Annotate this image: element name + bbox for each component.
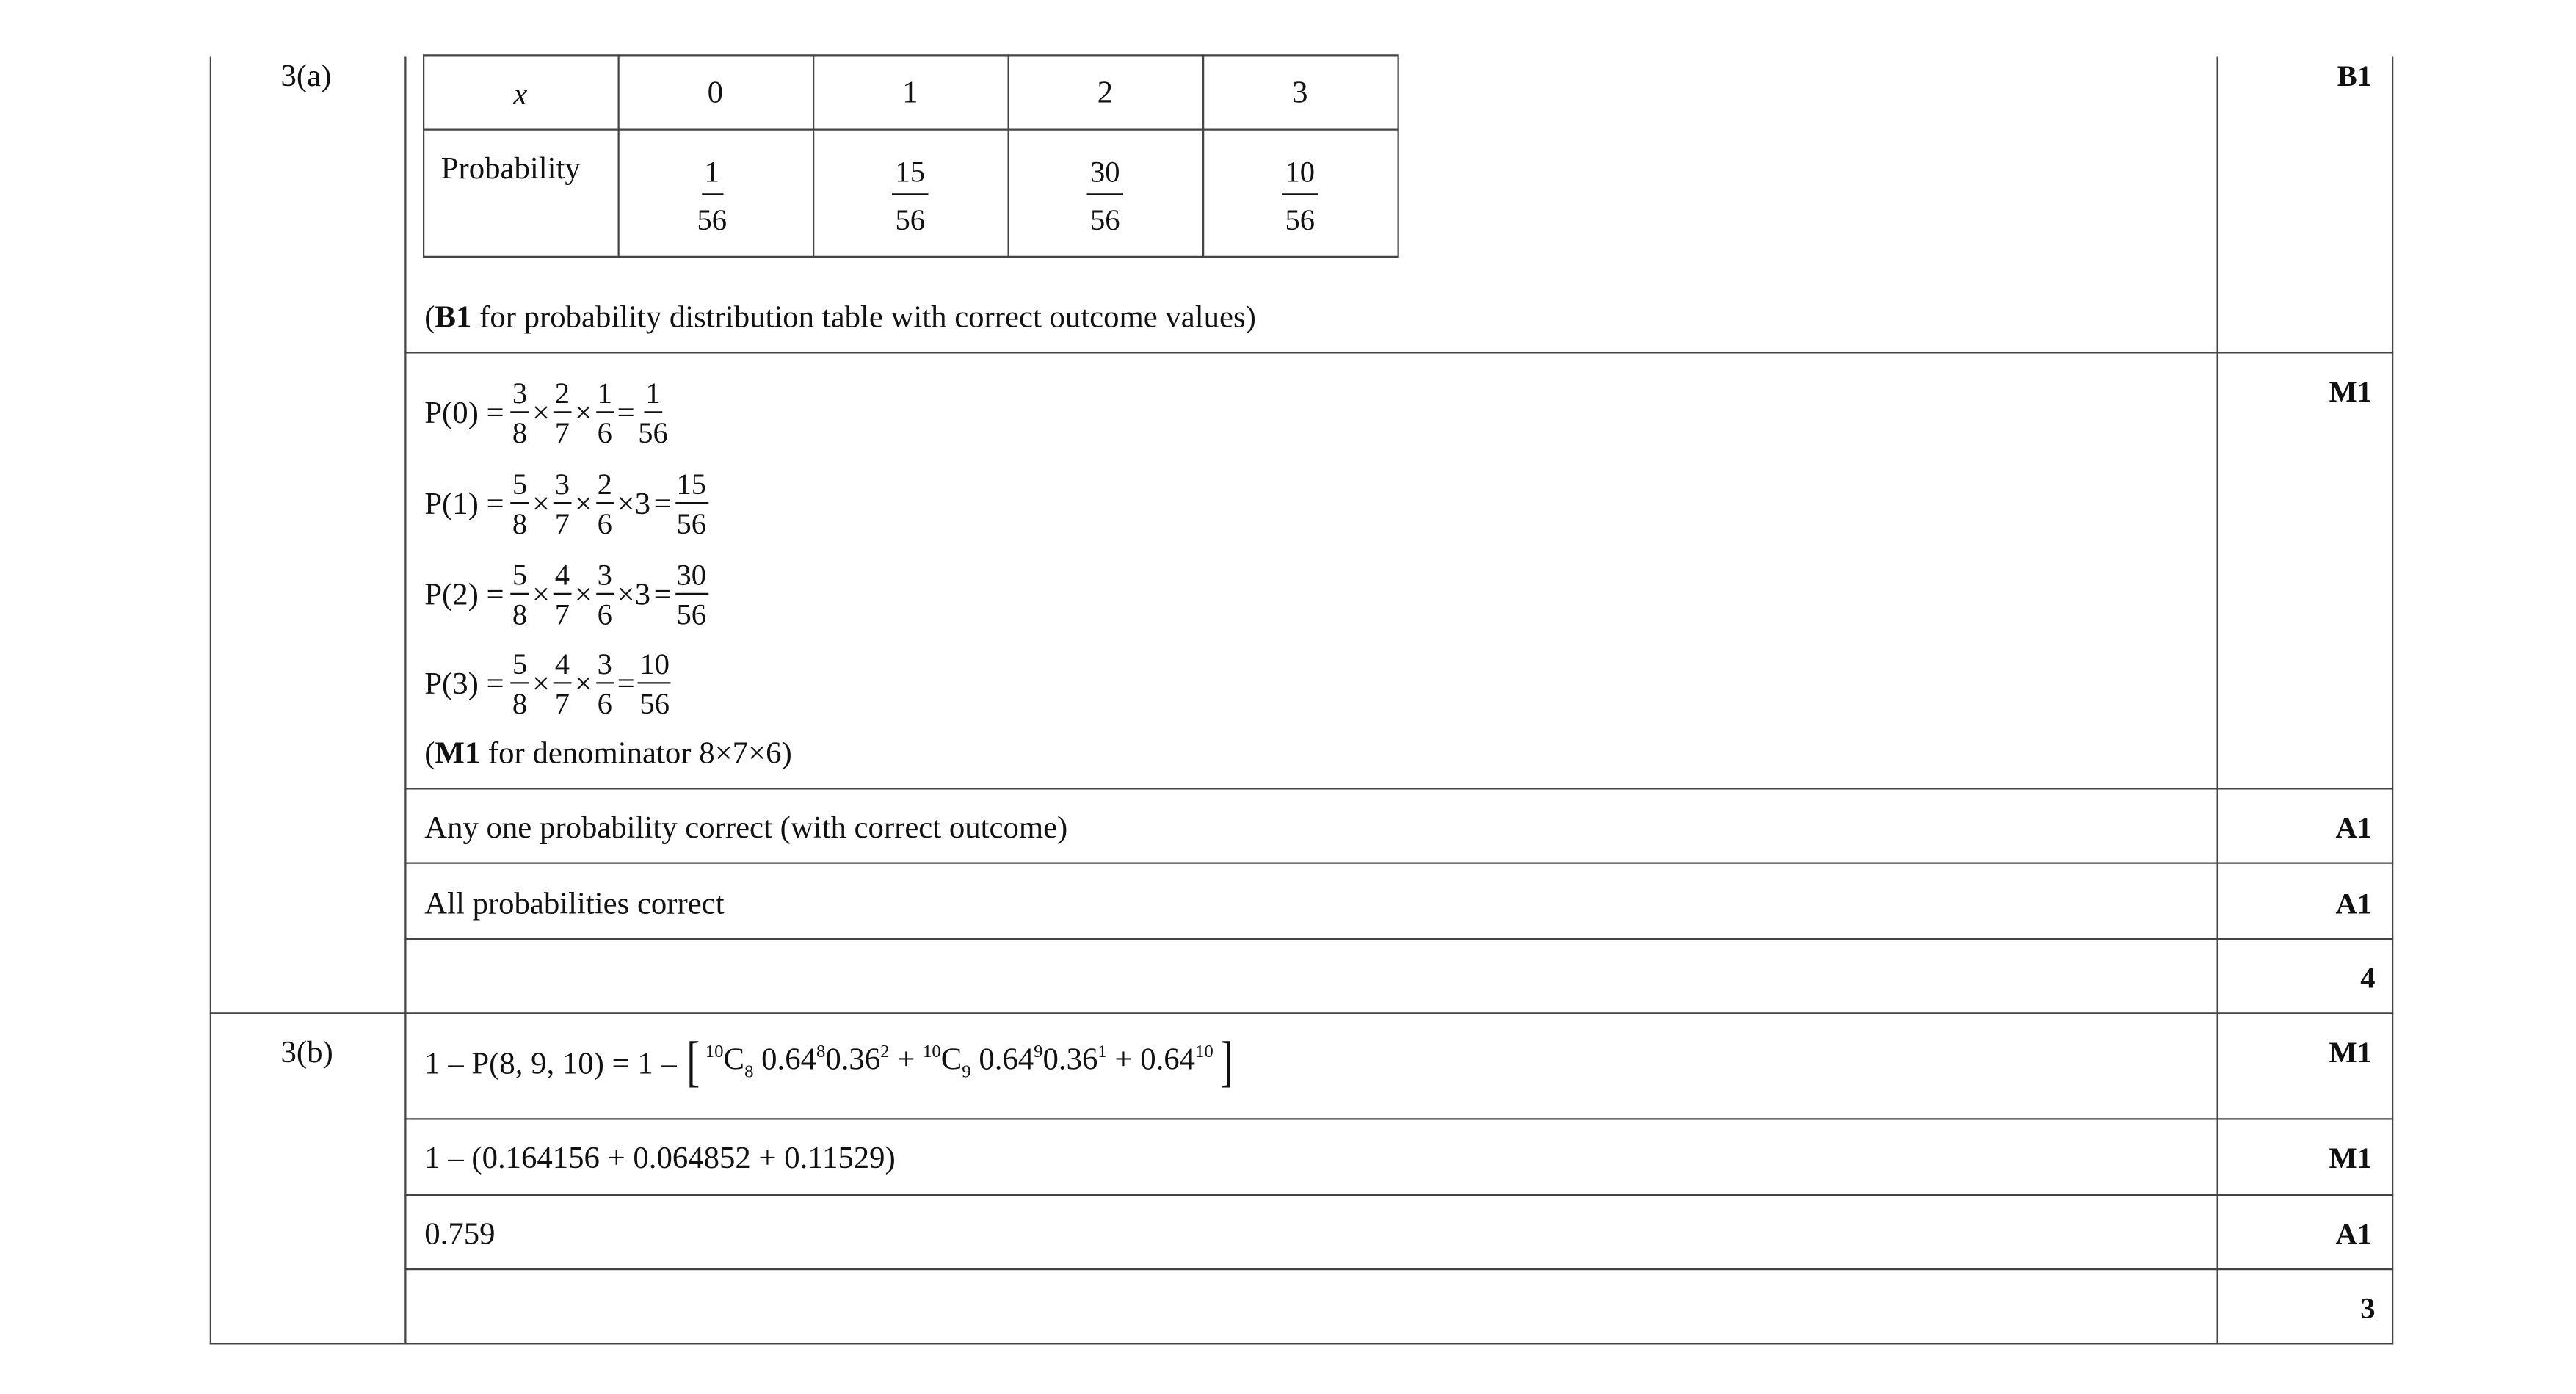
binomial-expression: 1 – P(8, 9, 10) = 1 – [ $^{10}C_8$ $0.64^80.36^2 + ^{10}C_9$ $0.64^90.36^1 + 0.64^{10}$ ] [424, 1032, 1233, 1094]
table-header-1: 1 [902, 76, 918, 111]
complement-sum: 1 – (0.164156 + 0.064852 + 0.11529) [424, 1141, 896, 1176]
table-row-label: Probability [440, 152, 581, 187]
working-factor: $\frac{3}{6}$ [595, 560, 614, 630]
prob-fraction-1: $\frac{15}{56}$ [892, 157, 929, 235]
working-factor: $\frac{2}{6}$ [595, 469, 614, 539]
row-divider-7 [404, 1268, 2393, 1270]
working-line-p1: P(1) = $\frac{5}{8}$ × $\frac{3}{7}$ × $\frac{2}{6}$ ×3 = $\frac{15}{56}$ [424, 469, 709, 539]
working-factor: $\frac{5}{8}$ [511, 649, 529, 719]
mark-a1-any: A1 [2335, 810, 2372, 844]
question-label-3b: 3(b) [280, 1035, 333, 1070]
working-result: $\frac{10}{56}$ [638, 649, 671, 719]
mark-b1: B1 [2337, 59, 2372, 92]
table-header-2: 2 [1097, 76, 1113, 111]
working-line-p3: P(3) = $\frac{5}{8}$ × $\frac{4}{7}$ × $\frac{3}{6}$ = $\frac{10}{56}$ [424, 649, 672, 719]
working-result: $\frac{30}{56}$ [675, 560, 708, 630]
table-header-x: x [513, 77, 528, 112]
border-bottom [210, 1343, 2394, 1344]
b1-guidance-note: (B1 for probability distribution table with correct outcome values) [424, 300, 1256, 335]
row-divider-1 [404, 352, 2393, 353]
mark-a1-3b: A1 [2335, 1217, 2372, 1251]
working-factor: $\frac{3}{8}$ [511, 378, 529, 448]
working-line-p2: P(2) = $\frac{5}{8}$ × $\frac{4}{7}$ × $\frac{3}{6}$ ×3 = $\frac{30}{56}$ [424, 560, 709, 630]
mark-m1: M1 [2329, 374, 2372, 408]
question-label-3a: 3(a) [280, 59, 332, 95]
all-probabilities-text: All probabilities correct [424, 887, 725, 922]
prob-fraction-0: $\frac{1}{56}$ [697, 155, 727, 236]
total-3a: 4 [2360, 961, 2376, 995]
row-divider-3 [404, 863, 2393, 864]
border-left [210, 57, 211, 1345]
row-divider-4 [404, 938, 2393, 940]
working-line-p0: P(0) = $\frac{3}{8}$ × $\frac{2}{7}$ × $\frac{1}{6}$ = $\frac{1}{56}$ [424, 377, 668, 449]
prob-fraction-3: $\frac{10}{56}$ [1282, 157, 1318, 235]
working-factor: $\frac{5}{8}$ [511, 560, 529, 630]
working-result: $\frac{15}{56}$ [675, 469, 708, 539]
any-probability-text: Any one probability correct (with correct outcome) [424, 810, 1068, 846]
table-header-3: 3 [1292, 76, 1308, 111]
m1-guidance-note: (M1 for denominator 8×7×6) [424, 736, 792, 772]
working-factor: $\frac{3}{7}$ [554, 469, 572, 539]
border-col-question [404, 57, 406, 1345]
working-factor: $\frac{4}{7}$ [554, 560, 572, 630]
working-factor: $\frac{2}{7}$ [554, 378, 572, 448]
border-right [2392, 57, 2393, 1345]
mark-a1-all: A1 [2335, 887, 2372, 921]
row-divider-5 [404, 1118, 2393, 1119]
final-answer: 0.759 [424, 1217, 496, 1252]
mark-m1-3b-2: M1 [2329, 1141, 2372, 1175]
row-divider-2 [404, 788, 2393, 789]
row-divider-6 [404, 1194, 2393, 1196]
working-factor: $\frac{3}{6}$ [595, 649, 614, 719]
working-factor: $\frac{5}{8}$ [511, 469, 529, 539]
prob-fraction-2: $\frac{30}{56}$ [1087, 157, 1124, 235]
working-factor: $\frac{4}{7}$ [554, 649, 572, 719]
table-header-0: 0 [707, 76, 723, 111]
working-result: $\frac{1}{56}$ [638, 377, 668, 449]
working-factor: $\frac{1}{6}$ [595, 378, 614, 448]
question-divider [210, 1012, 2394, 1014]
total-3b: 3 [2360, 1291, 2376, 1325]
mark-m1-3b-1: M1 [2329, 1035, 2372, 1069]
border-col-answer [2217, 57, 2218, 1345]
